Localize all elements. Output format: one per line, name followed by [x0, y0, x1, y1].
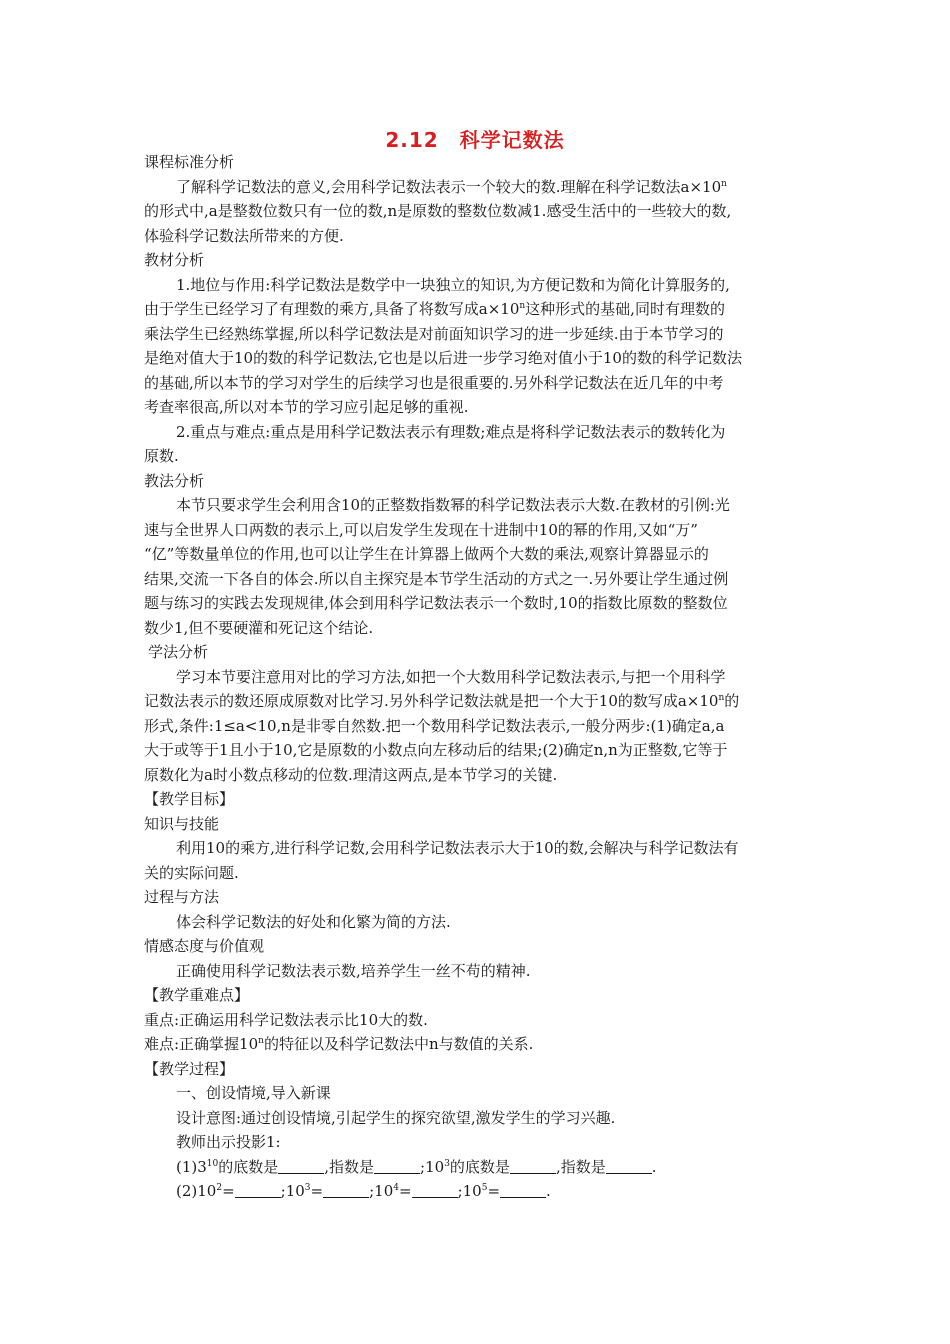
text-span: ,指数是 [324, 1157, 375, 1176]
text-span: 难点:正确掌握10 [144, 1035, 259, 1053]
text-span: = [310, 1182, 324, 1200]
answer-blank [235, 1183, 281, 1198]
paragraph-line: 数少1,但不要硬灌和死记这个结论. [144, 618, 374, 637]
paragraph-line [144, 689, 810, 714]
paragraph-line [144, 297, 810, 322]
text-span: ;10 [369, 1182, 394, 1200]
text-span: ,指数是 [555, 1157, 606, 1176]
paragraph-line: 乘法学生已经熟练掌握,所以科学记数法是对前面知识学习的进一步延续.由于本节学习的 [144, 324, 724, 343]
page-title: 2.12 科学记数法 [385, 128, 565, 152]
text-span: 的底数是 [449, 1157, 510, 1176]
text-span: 由于学生已经学习了有理数的乘方,具备了将数写成a×10 [144, 300, 520, 318]
paragraph-line: 速与全世界人口两数的表示上,可以启发学生发现在十进制中10的幂的作用,又如“万” [144, 520, 698, 539]
paragraph-line: 设计意图:通过创设情境,引起学生的探究欲望,激发学生的学习兴趣. [176, 1108, 616, 1127]
superscript: 3 [444, 1158, 450, 1169]
section-heading: 课程标准分析 [144, 153, 235, 171]
paragraph-line: 体验科学记数法所带来的方便. [144, 226, 344, 245]
superscript: n [258, 1036, 264, 1046]
paragraph-line: 结果,交流一下各自的体会.所以自主探究是本节学生活动的方式之一.另外要让学生通过例 [144, 569, 729, 588]
paragraph-line: 学习本节要注意用对比的学习方法,如把一个大数用科学记数法表示,与把一个用科学 [176, 667, 726, 686]
exercise-line-2 [144, 1179, 810, 1204]
paragraph-line: 形式,条件:1≤a<10,n是非零自然数.把一个数用科学记数法表示,一般分两步:(1)确定a,a [144, 716, 725, 735]
text-span: ;10 [457, 1182, 482, 1200]
paragraph-line: 体会科学记数法的好处和化繁为简的方法. [176, 912, 451, 931]
paragraph-line: 是绝对值大于10的数的科学记数法,它也是以后进一步学习绝对值小于10的数的科学记数法 [144, 349, 742, 367]
paragraph-line: 的形式中,a是整数位数只有一位的数,n是原数的整数位数减1.感受生活中的一些较大的数, [144, 202, 732, 220]
text-span: ;10 [280, 1182, 305, 1200]
superscript: 5 [481, 1183, 488, 1193]
exercise-line-1 [144, 1155, 810, 1180]
answer-blank [412, 1183, 458, 1198]
text-span: 的特征以及科学记数法中n与数值的关系. [263, 1035, 534, 1053]
text-span: 记数法表示的数还原成原数对比学习.另外科学记数法就是把一个大于10的数写成a×10 [144, 692, 719, 710]
text-span: = [487, 1182, 501, 1200]
text-span: 的 [724, 692, 740, 710]
answer-blank [606, 1159, 652, 1174]
superscript: n [519, 301, 526, 311]
paragraph-line: 本节只要求学生会利用含10的正整数指数幂的科学记数法表示大数.在教材的引例:光 [176, 496, 730, 514]
paragraph-line: 原数化为a时小数点移动的位数.理清这两点,是本节学习的关键. [144, 765, 558, 784]
superscript: 10 [206, 1158, 219, 1169]
answer-blank [510, 1159, 556, 1174]
paragraph-line: 关的实际问题. [144, 863, 239, 882]
superscript: 3 [304, 1183, 311, 1193]
text-span: = [398, 1182, 412, 1200]
paragraph-line: 的基础,所以本节的学习对学生的后续学习也是很重要的.另外科学记数法在近几年的中考 [144, 373, 724, 392]
section-heading: 教材分析 [144, 251, 205, 269]
superscript: 4 [393, 1183, 399, 1193]
answer-blank [323, 1183, 369, 1198]
paragraph-line: 2.重点与难点:重点是用科学记数法表示有理数;难点是将科学记数法表示的数转化为 [176, 422, 726, 441]
answer-blank [374, 1159, 420, 1174]
answer-blank [500, 1183, 546, 1198]
section-heading: 【教学过程】 [144, 1059, 235, 1078]
paragraph-line: 重点:正确运用科学记数法表示比10大的数. [144, 1010, 428, 1029]
paragraph-line: “亿”等数量单位的作用,也可以让学生在计算器上做两个大数的乘法,观察计算器显示的 [144, 545, 709, 563]
paragraph-line: 原数. [144, 447, 179, 465]
section-heading: 学法分析 [148, 643, 209, 661]
text-span: 的底数是 [218, 1157, 279, 1176]
text-span: 这种形式的基础,同时有理数的 [525, 300, 725, 318]
paragraph-line [144, 1032, 810, 1057]
paragraph-line [144, 175, 810, 200]
paragraph-line: 正确使用科学记数法表示数,培养学生一丝不苟的精神. [176, 961, 531, 980]
paragraph-line: 题与练习的实践去发现规律,体会到用科学记数法表示一个数时,10的指数比原数的整数位 [144, 594, 728, 612]
text-span: (2)10 [176, 1182, 217, 1200]
text-span: (1)3 [176, 1157, 207, 1176]
text-span: ;10 [420, 1157, 445, 1176]
paragraph-line: 1.地位与作用:科学记数法是数学中一块独立的知识,为方便记数和为简化计算服务的, [176, 275, 730, 294]
paragraph-line: 考查率很高,所以对本节的学习应引起足够的重视. [144, 398, 469, 416]
answer-blank [278, 1159, 324, 1174]
section-heading: 教法分析 [144, 471, 205, 490]
text-span: 了解科学记数法的意义,会用科学记数法表示一个较大的数.理解在科学记数法a×10 [176, 177, 722, 196]
subsection-heading: 过程与方法 [144, 888, 220, 906]
paragraph-line: 一、创设情境,导入新课 [176, 1084, 331, 1102]
paragraph-line: 教师出示投影1: [176, 1133, 281, 1151]
superscript: 2 [216, 1183, 223, 1193]
section-heading: 【教学重难点】 [144, 986, 250, 1004]
text-span: . [651, 1157, 657, 1176]
superscript: n [721, 178, 727, 189]
paragraph-line: 利用10的乘方,进行科学记数,会用科学记数法表示大于10的数,会解决与科学记数法有 [176, 839, 739, 857]
text-span: = [222, 1182, 235, 1200]
document-body [144, 150, 810, 1204]
superscript: n [718, 693, 725, 703]
subsection-heading: 知识与技能 [144, 814, 220, 833]
subsection-heading: 情感态度与价值观 [144, 937, 265, 955]
section-heading: 【教学目标】 [144, 790, 235, 808]
text-span: . [546, 1182, 551, 1200]
paragraph-line: 大于或等于1且小于10,它是原数的小数点向左移动后的结果;(2)确定n,n为正整数,它等于 [144, 741, 728, 759]
